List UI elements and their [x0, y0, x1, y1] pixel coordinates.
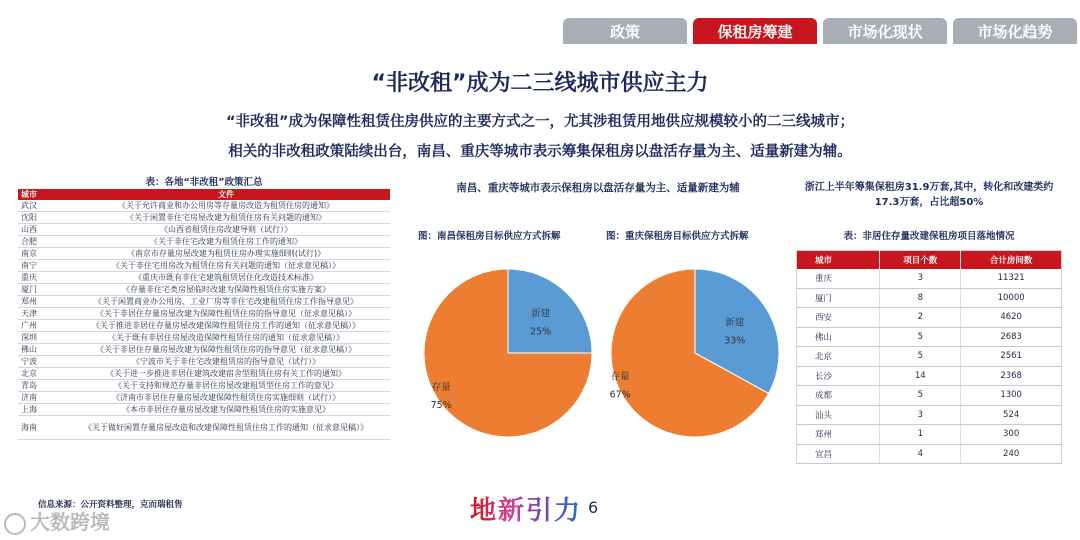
project-rooms-cell: 300	[961, 425, 1062, 445]
policy-document-cell: 《关于非住宅改建为租赁住房工作的通知》	[62, 236, 390, 248]
pie-category-label: 新建	[531, 308, 551, 320]
table-row	[18, 248, 390, 260]
table-row	[18, 344, 390, 356]
pie-value-label: 67%	[609, 389, 631, 401]
project-city-cell: 郑州	[797, 425, 880, 445]
chongqing-pie-chart	[605, 268, 795, 438]
policy-city-cell: 重庆	[18, 272, 62, 284]
table-row	[18, 308, 390, 320]
policy-document-cell: 《关于既有非居住房屋改造保障性租赁住房的通知（征求意见稿）》	[62, 332, 390, 344]
project-city-cell: 宜昌	[797, 444, 880, 464]
source-note: 信息来源：公开资料整理，克而瑞租售	[38, 500, 183, 510]
policy-city-cell: 海南	[18, 416, 62, 440]
tab-housing-construction[interactable]: 保租房筹建	[693, 18, 817, 44]
project-city-cell: 西安	[797, 308, 880, 328]
project-rooms-cell: 524	[961, 405, 1062, 425]
policy-city-cell: 南宁	[18, 260, 62, 272]
watermark-text: 大数跨境	[30, 510, 110, 534]
project-count-cell: 2	[880, 308, 961, 328]
policy-city-cell: 青岛	[18, 380, 62, 392]
column-header-room-total: 合计房间数	[961, 251, 1062, 269]
table-row	[18, 332, 390, 344]
policy-city-cell: 天津	[18, 308, 62, 320]
table-row	[797, 386, 1062, 406]
column-header-project-count: 项目个数	[880, 251, 961, 269]
project-city-cell: 长沙	[797, 366, 880, 386]
policy-city-cell: 山西	[18, 224, 62, 236]
brand-logo	[470, 490, 598, 527]
pie-category-label: 存量	[431, 381, 451, 393]
project-city-cell: 重庆	[797, 269, 880, 289]
policy-city-cell: 广州	[18, 320, 62, 332]
project-count-cell: 8	[880, 288, 961, 308]
policy-document-cell: 《关于闲置商业办公用房、工业厂房等非住宅改建租赁住房工作指导意见》	[62, 296, 390, 308]
table-row	[18, 236, 390, 248]
pie-category-label: 存量	[610, 371, 630, 383]
policy-city-cell: 济南	[18, 392, 62, 404]
table-row	[797, 405, 1062, 425]
table-row	[797, 269, 1062, 289]
logo-text: 地新引力	[470, 490, 582, 527]
policy-table-header	[18, 189, 390, 200]
project-city-cell: 厦门	[797, 288, 880, 308]
table-row	[797, 308, 1062, 328]
tab-policy[interactable]: 政策	[563, 18, 687, 44]
policy-document-cell: 《山西省租赁住房改建导则（试行）》	[62, 224, 390, 236]
policy-city-cell: 郑州	[18, 296, 62, 308]
table-row	[18, 416, 390, 440]
table-row	[18, 404, 390, 416]
table-row	[797, 366, 1062, 386]
project-rooms-cell: 240	[961, 444, 1062, 464]
project-city-cell: 北京	[797, 347, 880, 367]
project-count-cell: 3	[880, 405, 961, 425]
policy-city-cell: 北京	[18, 368, 62, 380]
policy-document-cell: 《关于允许商业和办公用房等存量房改造为租赁住房的通知》	[62, 200, 390, 212]
policy-table-caption: 表：各地“非改租”政策汇总	[145, 177, 263, 188]
table-row	[18, 380, 390, 392]
project-table-body	[797, 269, 1062, 464]
pie-category-label: 新建	[725, 317, 745, 329]
tab-market-status[interactable]: 市场化现状	[823, 18, 947, 44]
table-row	[18, 200, 390, 212]
table-row	[797, 327, 1062, 347]
table-row	[797, 347, 1062, 367]
project-rooms-cell: 2368	[961, 366, 1062, 386]
column-header-document: 文件	[62, 189, 390, 200]
project-table-caption: 表：非居住存量改建保租房项目落地情况	[843, 231, 1015, 242]
project-city-cell: 佛山	[797, 327, 880, 347]
project-rooms-cell: 1300	[961, 386, 1062, 406]
zhejiang-note: 浙江上半年筹集保租房31.9万套,其中，转化和改建类约17.3万套，占比超50%	[804, 182, 1054, 208]
project-count-cell: 1	[880, 425, 961, 445]
project-rooms-cell: 10000	[961, 288, 1062, 308]
project-rooms-cell: 11321	[961, 269, 1062, 289]
policy-city-cell: 厦门	[18, 284, 62, 296]
policy-city-cell: 宁波	[18, 356, 62, 368]
watermark-icon	[4, 513, 26, 535]
pie-value-label: 25%	[530, 326, 552, 338]
page-number: 6	[588, 498, 599, 517]
project-count-cell: 5	[880, 327, 961, 347]
table-row	[18, 224, 390, 236]
policy-document-cell: 《关于进一步推进非居住建筑改建宿舍型租赁住房有关工作的通知》	[62, 368, 390, 380]
watermark	[4, 506, 110, 535]
policy-document-cell: 《本市非居住存量房屋改建为保障性租赁住房的实施意见》	[62, 404, 390, 416]
policy-document-cell: 《关于推进非居住存量房屋改建保障性租赁住房工作的通知（征求意见稿）》	[62, 320, 390, 332]
project-rooms-cell: 2683	[961, 327, 1062, 347]
project-count-cell: 5	[880, 347, 961, 367]
policy-city-cell: 上海	[18, 404, 62, 416]
policy-city-cell: 深圳	[18, 332, 62, 344]
pie-value-label: 75%	[430, 399, 452, 411]
table-row	[18, 392, 390, 404]
table-row	[18, 284, 390, 296]
policy-document-cell: 《存量非住宅类房屋临时改建为保障性租赁住房实施方案》	[62, 284, 390, 296]
chongqing-chart-title: 图：重庆保租房目标供应方式拆解	[606, 231, 749, 242]
project-table	[796, 250, 1062, 464]
table-row	[18, 296, 390, 308]
table-row	[18, 212, 390, 224]
project-count-cell: 5	[880, 386, 961, 406]
table-row	[18, 272, 390, 284]
subtitle-line-1: “非改租”成为保障性租赁住房供应的主要方式之一，尤其涉租赁用地供应规模较小的二三线城市；	[225, 114, 855, 130]
policy-document-cell: 《关于做好闲置存量房屋改造和改建保障性租赁住房工作的通知（征求意见稿）》	[62, 416, 390, 440]
column-header-city: 城市	[797, 251, 880, 269]
policy-document-cell: 《关于非居住存量房屋改建为保障性租赁住房的指导意见（征求意见稿）》	[62, 344, 390, 356]
table-row	[18, 260, 390, 272]
project-table-header	[797, 251, 1062, 269]
policy-document-cell: 《关于非住宅用房改为租赁住房有关问题的通知（征求意见稿）》	[62, 260, 390, 272]
top-tab-bar	[563, 18, 1077, 44]
policy-table-body	[18, 200, 390, 440]
policy-city-cell: 合肥	[18, 236, 62, 248]
project-city-cell: 成都	[797, 386, 880, 406]
column-header-city: 城市	[18, 189, 62, 200]
policy-document-cell: 《关于非居住存量房屋改建为保障性租赁住房的指导意见（征求意见稿）》	[62, 308, 390, 320]
policy-city-cell: 佛山	[18, 344, 62, 356]
project-count-cell: 4	[880, 444, 961, 464]
project-rooms-cell: 2561	[961, 347, 1062, 367]
table-row	[18, 368, 390, 380]
page-title: “非改租”成为二三线城市供应主力	[371, 71, 709, 96]
project-city-cell: 汕头	[797, 405, 880, 425]
table-row	[797, 444, 1062, 464]
table-row	[797, 288, 1062, 308]
charts-header: 南昌、重庆等城市表示保租房以盘活存量为主、适量新建为辅	[456, 182, 740, 194]
table-row	[18, 320, 390, 332]
policy-document-cell: 《关于支持和规范存量非居住房屋改建租赁型住房工作的意见》	[62, 380, 390, 392]
project-count-cell: 3	[880, 269, 961, 289]
tab-market-trend[interactable]: 市场化趋势	[953, 18, 1077, 44]
table-row	[797, 425, 1062, 445]
policy-document-cell: 《南京市存量房屋改建为租赁住房办理实施细则(试行)》	[62, 248, 390, 260]
policy-document-cell: 《重庆市既有非住宅建筑租赁居住化改造技术标准》	[62, 272, 390, 284]
policy-document-cell: 《宁波市关于非住宅改建租赁房的指导意见（试行）》	[62, 356, 390, 368]
policy-city-cell: 沈阳	[18, 212, 62, 224]
nanchang-chart-title: 图：南昌保租房目标供应方式拆解	[418, 231, 561, 242]
policy-document-cell: 《关于闲置非住宅房屋改建为租赁住房有关问题的通知》	[62, 212, 390, 224]
policy-document-cell: 《济南市非居住存量房屋改建保障性租赁住房实施细则（试行）》	[62, 392, 390, 404]
policy-city-cell: 武汉	[18, 200, 62, 212]
pie-value-label: 33%	[724, 335, 746, 347]
project-count-cell: 14	[880, 366, 961, 386]
nanchang-pie-chart	[418, 268, 608, 438]
policy-table	[18, 189, 390, 440]
table-row	[18, 356, 390, 368]
subtitle-line-2: 相关的非改租政策陆续出台，南昌、重庆等城市表示筹集保租房以盘活存量为主、适量新建为辅。	[228, 144, 852, 160]
policy-city-cell: 南京	[18, 248, 62, 260]
project-rooms-cell: 4620	[961, 308, 1062, 328]
